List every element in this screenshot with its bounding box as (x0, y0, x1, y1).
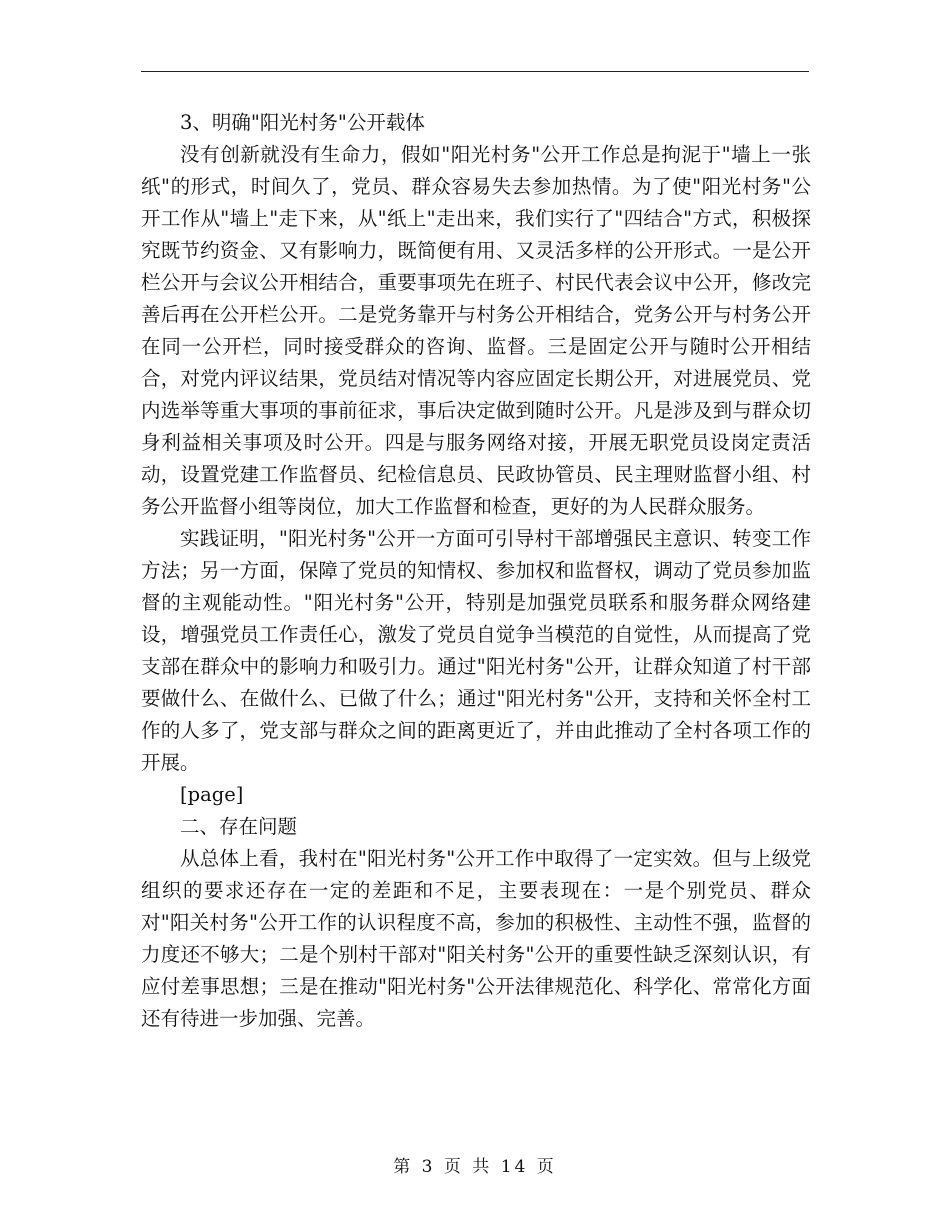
body-paragraph: 没有创新就没有生命力，假如"阳光村务"公开工作总是拘泥于"墙上一张纸"的形式，时间久了，党员、群众容易失去参加热情。为了使"阳光村务"公开工作从"墙上"走下来，从"纸上"走出来，我们实行了"四结合"方式，积极探究既节约资金、又有影响力，既简便有用、又灵活多样的公开形式。一是公开栏公开与会议公开相结合，重要事项先在班子、村民代表会议中公开，修改完善后再在公开栏公开。二是党务靠开与村务公开相结合，党务公开与村务公开在同一公开栏，同时接受群众的咨询、监督。三是固定公开与随时公开相结合，对党内评议结果，党员结对情况等内容应固定长期公开，对进展党员、党内选举等重大事项的事前征求，事后决定做到随时公开。凡是涉及到与群众切身利益相关事项及时公开。四是与服务网络对接，开展无职党员设岗定责活动，设置党建工作监督员、纪检信息员、民政协管员、民主理财监督小组、村务公开监督小组等岗位，加大工作监督和检查，更好的为人民群众服务。 (141, 143, 811, 518)
body-paragraph: 从总体上看，我村在"阳光村务"公开工作中取得了一定实效。但与上级党组织的要求还存在一定的差距和不足，主要表现在：一是个别党员、群众对"阳关村务"公开工作的认识程度不高，参加的积极性、主动性不强，监督的力度还不够大；二是个别村干部对"阳关村务"公开的重要性缺乏深刻认识，有应付差事思想；三是在推动"阳光村务"公开法律规范化、科学化、常常化方面还有待进一步加强、完善。 (141, 847, 811, 1030)
page-marker: [page] (180, 783, 244, 806)
section-heading: 二、存在问题 (180, 815, 298, 838)
page-number-footer: 第 3 页 共 14 页 (393, 1157, 557, 1177)
section-heading: 3、明确"阳光村务"公开载体 (180, 111, 425, 134)
document-body (141, 107, 811, 1035)
body-paragraph: 实践证明，"阳光村务"公开一方面可引导村干部增强民主意识、转变工作方法；另一方面，保障了党员的知情权、参加权和监督权，调动了党员参加监督的主观能动性。"阳光村务"公开，特别是加强党员联系和服务群众网络建设，增强党员工作责任心，激发了党员自觉争当模范的自觉性，从而提高了党支部在群众中的影响力和吸引力。通过"阳光村务"公开，让群众知道了村干部要做什么、在做什么、已做了什么；通过"阳光村务"公开，支持和关怀全村工作的人多了，党支部与群众之间的距离更近了，并由此推动了全村各项工作的开展。 (141, 527, 811, 774)
header-rule (141, 71, 809, 72)
